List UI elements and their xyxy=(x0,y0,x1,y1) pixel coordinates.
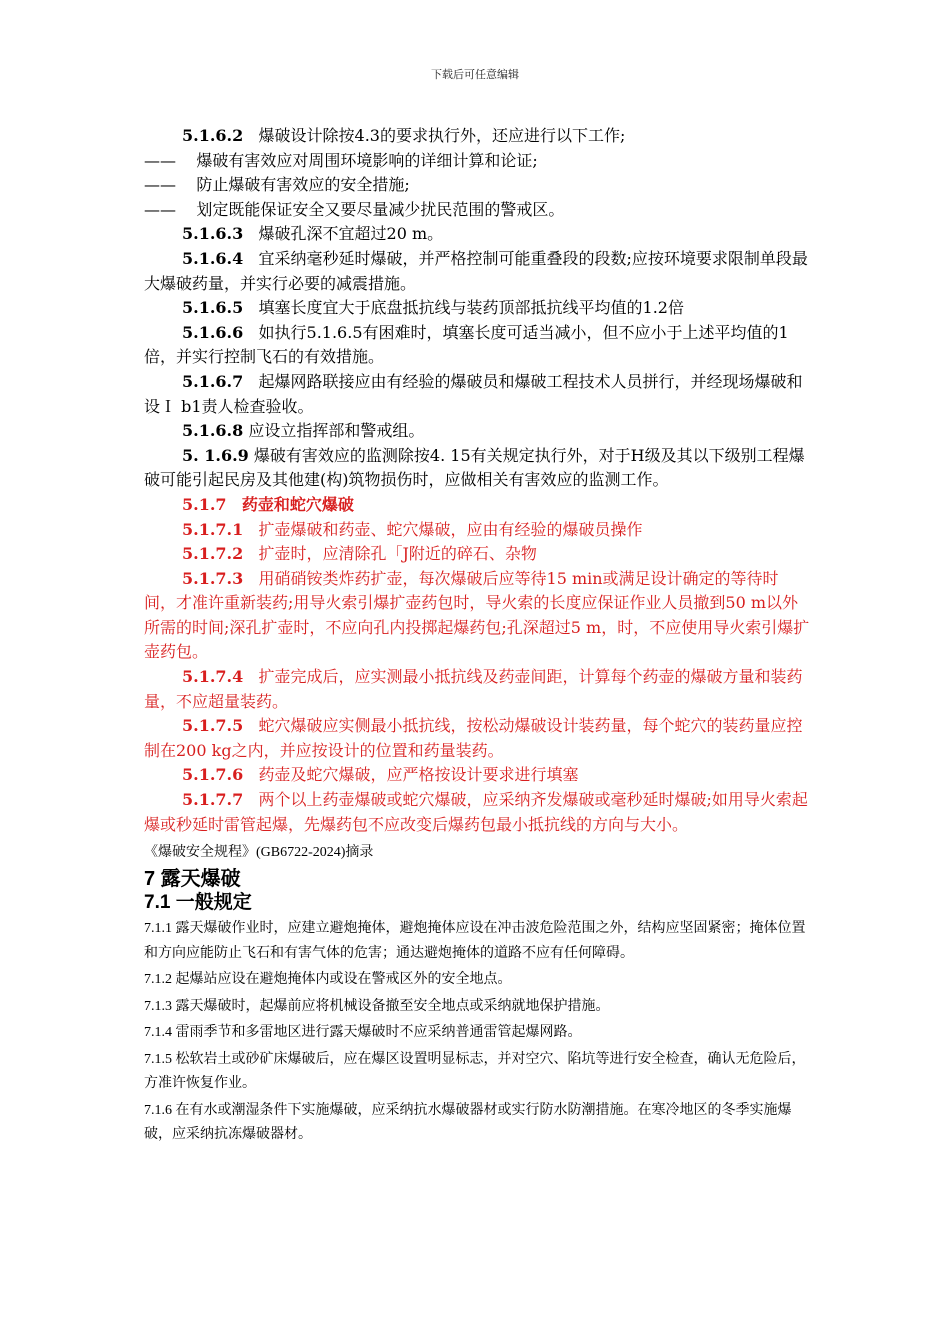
clause-text: 用硝硝铵类炸药扩壶，每次爆破后应等待15 min或满足设计确定的等待时间，才准许重新装药;用导火索引爆扩壶药包时，导火索的长度应保证作业人员撤到50 m以外所需的时间;深孔扩壶时，不应向孔内投掷起爆药包;孔深超过5 m，时，不应使用导火索引爆扩壶药包。 xyxy=(144,568,810,662)
source-citation: 《爆破安全规程》(GB6722-2024)摘录 xyxy=(144,845,374,861)
section-title: 药壶和蛇穴爆破 xyxy=(241,494,354,514)
clause-5-1-7-3 xyxy=(144,567,810,665)
clause-number: 5.1.7.5 xyxy=(182,716,244,736)
clause-text: 如执行5.1.6.5有困难时，填塞长度可适当减小，但不应小于上述平均值的1倍，并实行控制飞石的有效措施。 xyxy=(144,322,789,367)
section-heading: 7.1 一般规定 xyxy=(144,892,252,914)
clause-number: 5.1.6.4 xyxy=(182,248,244,268)
clause-number: 5.1.6.2 xyxy=(182,126,244,145)
clause-5-1-7-1 xyxy=(144,518,810,543)
clause-5-1-7-5 xyxy=(144,714,810,763)
clause-text: 爆破有害效应的监测除按4. 15有关规定执行外，对于H级及其以下级别工程爆破可能引起民房及其他建(构)筑物损伤时，应做相关有害效应的监测工作。 xyxy=(144,445,805,490)
clause-number: 5. 1.6.9 xyxy=(182,445,249,465)
clause-text: 填塞长度宜大于底盘抵抗线与装药顶部抵抗线平均值的1.2倍 xyxy=(258,298,684,318)
clause-5-1-6-2 xyxy=(144,124,810,149)
rule-7-1-1: 7.1.1 露天爆破作业时，应建立避炮掩体，避炮掩体应设在冲击波危险范围之外，结构应坚固紧密；掩体位置和方向应能防止飞石和有害气体的危害；通达避炮掩体的道路不应有任何障碍。 xyxy=(144,921,806,961)
dash-mark: —— xyxy=(144,175,176,195)
clause-5-1-7-4 xyxy=(144,665,810,714)
clause-text: 蛇穴爆破应实侧最小抵抗线，按松动爆破设计装药量，每个蛇穴的装药量应控制在200 kg之内，并应按设计的位置和药量装药。 xyxy=(144,716,803,760)
section-number: 5.1.7 xyxy=(182,494,227,514)
clause-text: 应设立指挥部和警戒组。 xyxy=(248,421,425,441)
clause-number: 5.1.7.4 xyxy=(182,667,244,687)
document-body xyxy=(144,124,810,1148)
dash-item xyxy=(144,173,810,198)
dash-mark: —— xyxy=(144,150,176,170)
clause-5-1-7-7 xyxy=(144,788,810,837)
clause-5-1-7-6 xyxy=(144,763,810,788)
clause-text: 两个以上药壶爆破或蛇穴爆破，应采纳齐发爆破或毫秒延时爆破;如用导火索起爆或秒延时雷管起爆，先爆药包不应改变后爆药包最小抵抗线的方向与大小。 xyxy=(144,790,808,834)
dash-mark: —— xyxy=(144,199,176,219)
rule-7-1-2: 7.1.2 起爆站应设在避炮掩体内或设在警戒区外的安全地点。 xyxy=(144,972,512,988)
clause-number: 5.1.7.2 xyxy=(182,544,244,564)
clause-number: 5.1.7.6 xyxy=(182,765,244,785)
clause-text: 爆破设计除按4.3的要求执行外，还应进行以下工作; xyxy=(258,126,626,145)
page-header: 下载后可任意编辑 xyxy=(431,68,519,81)
clause-text: 扩壶爆破和药壶、蛇穴爆破，应由有经验的爆破员操作 xyxy=(258,519,643,539)
clause-number: 5.1.7.3 xyxy=(182,568,244,588)
clause-text: 起爆网路联接应由有经验的爆破员和爆破工程技术人员拼行，并经现场爆破和设Ｉ b1责人检查验收。 xyxy=(144,371,803,416)
clause-5-1-6-6 xyxy=(144,321,810,370)
rule-7-1-4: 7.1.4 雷雨季节和多雷地区进行露天爆破时不应采纳普通雷管起爆网路。 xyxy=(144,1025,582,1041)
clause-5-1-6-7 xyxy=(144,370,810,419)
clause-number: 5.1.6.5 xyxy=(182,298,244,318)
clause-text: 扩壶时，应清除孔「J附近的碎石、杂物 xyxy=(258,544,537,564)
clause-number: 5.1.6.6 xyxy=(182,322,244,342)
clause-text: 宜采纳毫秒延时爆破，并严格控制可能重叠段的段数;应按环境要求限制单段最大爆破药量，并实行必要的减震措施。 xyxy=(144,248,808,293)
clause-text: 药壶及蛇穴爆破，应严格按设计要求进行填塞 xyxy=(258,765,579,785)
clause-5-1-7-2 xyxy=(144,542,810,567)
clause-text: 爆破孔深不宜超过20 m。 xyxy=(258,224,444,244)
clause-5-1-6-3 xyxy=(144,222,810,247)
clause-5-1-6-5 xyxy=(144,296,810,321)
chapter-heading: 7 露天爆破 xyxy=(144,868,241,891)
section-heading-5-1-7 xyxy=(144,493,810,518)
dash-item xyxy=(144,198,810,223)
dash-text: 划定既能保证安全又要尽量减少扰民范围的警戒区。 xyxy=(196,199,565,219)
rule-7-1-3: 7.1.3 露天爆破时，起爆前应将机械设备撤至安全地点或采纳就地保护措施。 xyxy=(144,998,610,1014)
rule-7-1-6: 7.1.6 在有水或潮湿条件下实施爆破，应采纳抗水爆破器材或实行防水防潮措施。在寒冷地区的冬季实施爆破，应采纳抗冻爆破器材。 xyxy=(144,1102,792,1143)
dash-item xyxy=(144,149,810,174)
dash-text: 爆破有害效应对周围环境影响的详细计算和论证; xyxy=(196,150,538,170)
clause-number: 5.1.7.1 xyxy=(182,519,244,539)
clause-number: 5.1.6.7 xyxy=(182,371,244,391)
clause-text: 扩壶完成后，应实测最小抵抗线及药壶间距，计算每个药壶的爆破方量和装药量，不应超量装药。 xyxy=(144,667,803,711)
clause-number: 5.1.7.7 xyxy=(182,790,244,810)
clause-number: 5.1.6.8 xyxy=(182,421,244,441)
clause-5-1-6-4 xyxy=(144,247,810,296)
clause-5-1-6-9 xyxy=(144,444,810,493)
clause-5-1-6-8 xyxy=(144,419,810,444)
clause-number: 5.1.6.3 xyxy=(182,224,244,244)
rule-7-1-5: 7.1.5 松软岩土或砂矿床爆破后，应在爆区设置明显标志，并对空穴、陷坑等进行安全检查，确认无危险后，方准许恢复作业。 xyxy=(144,1051,806,1092)
dash-text: 防止爆破有害效应的安全措施; xyxy=(196,175,410,195)
